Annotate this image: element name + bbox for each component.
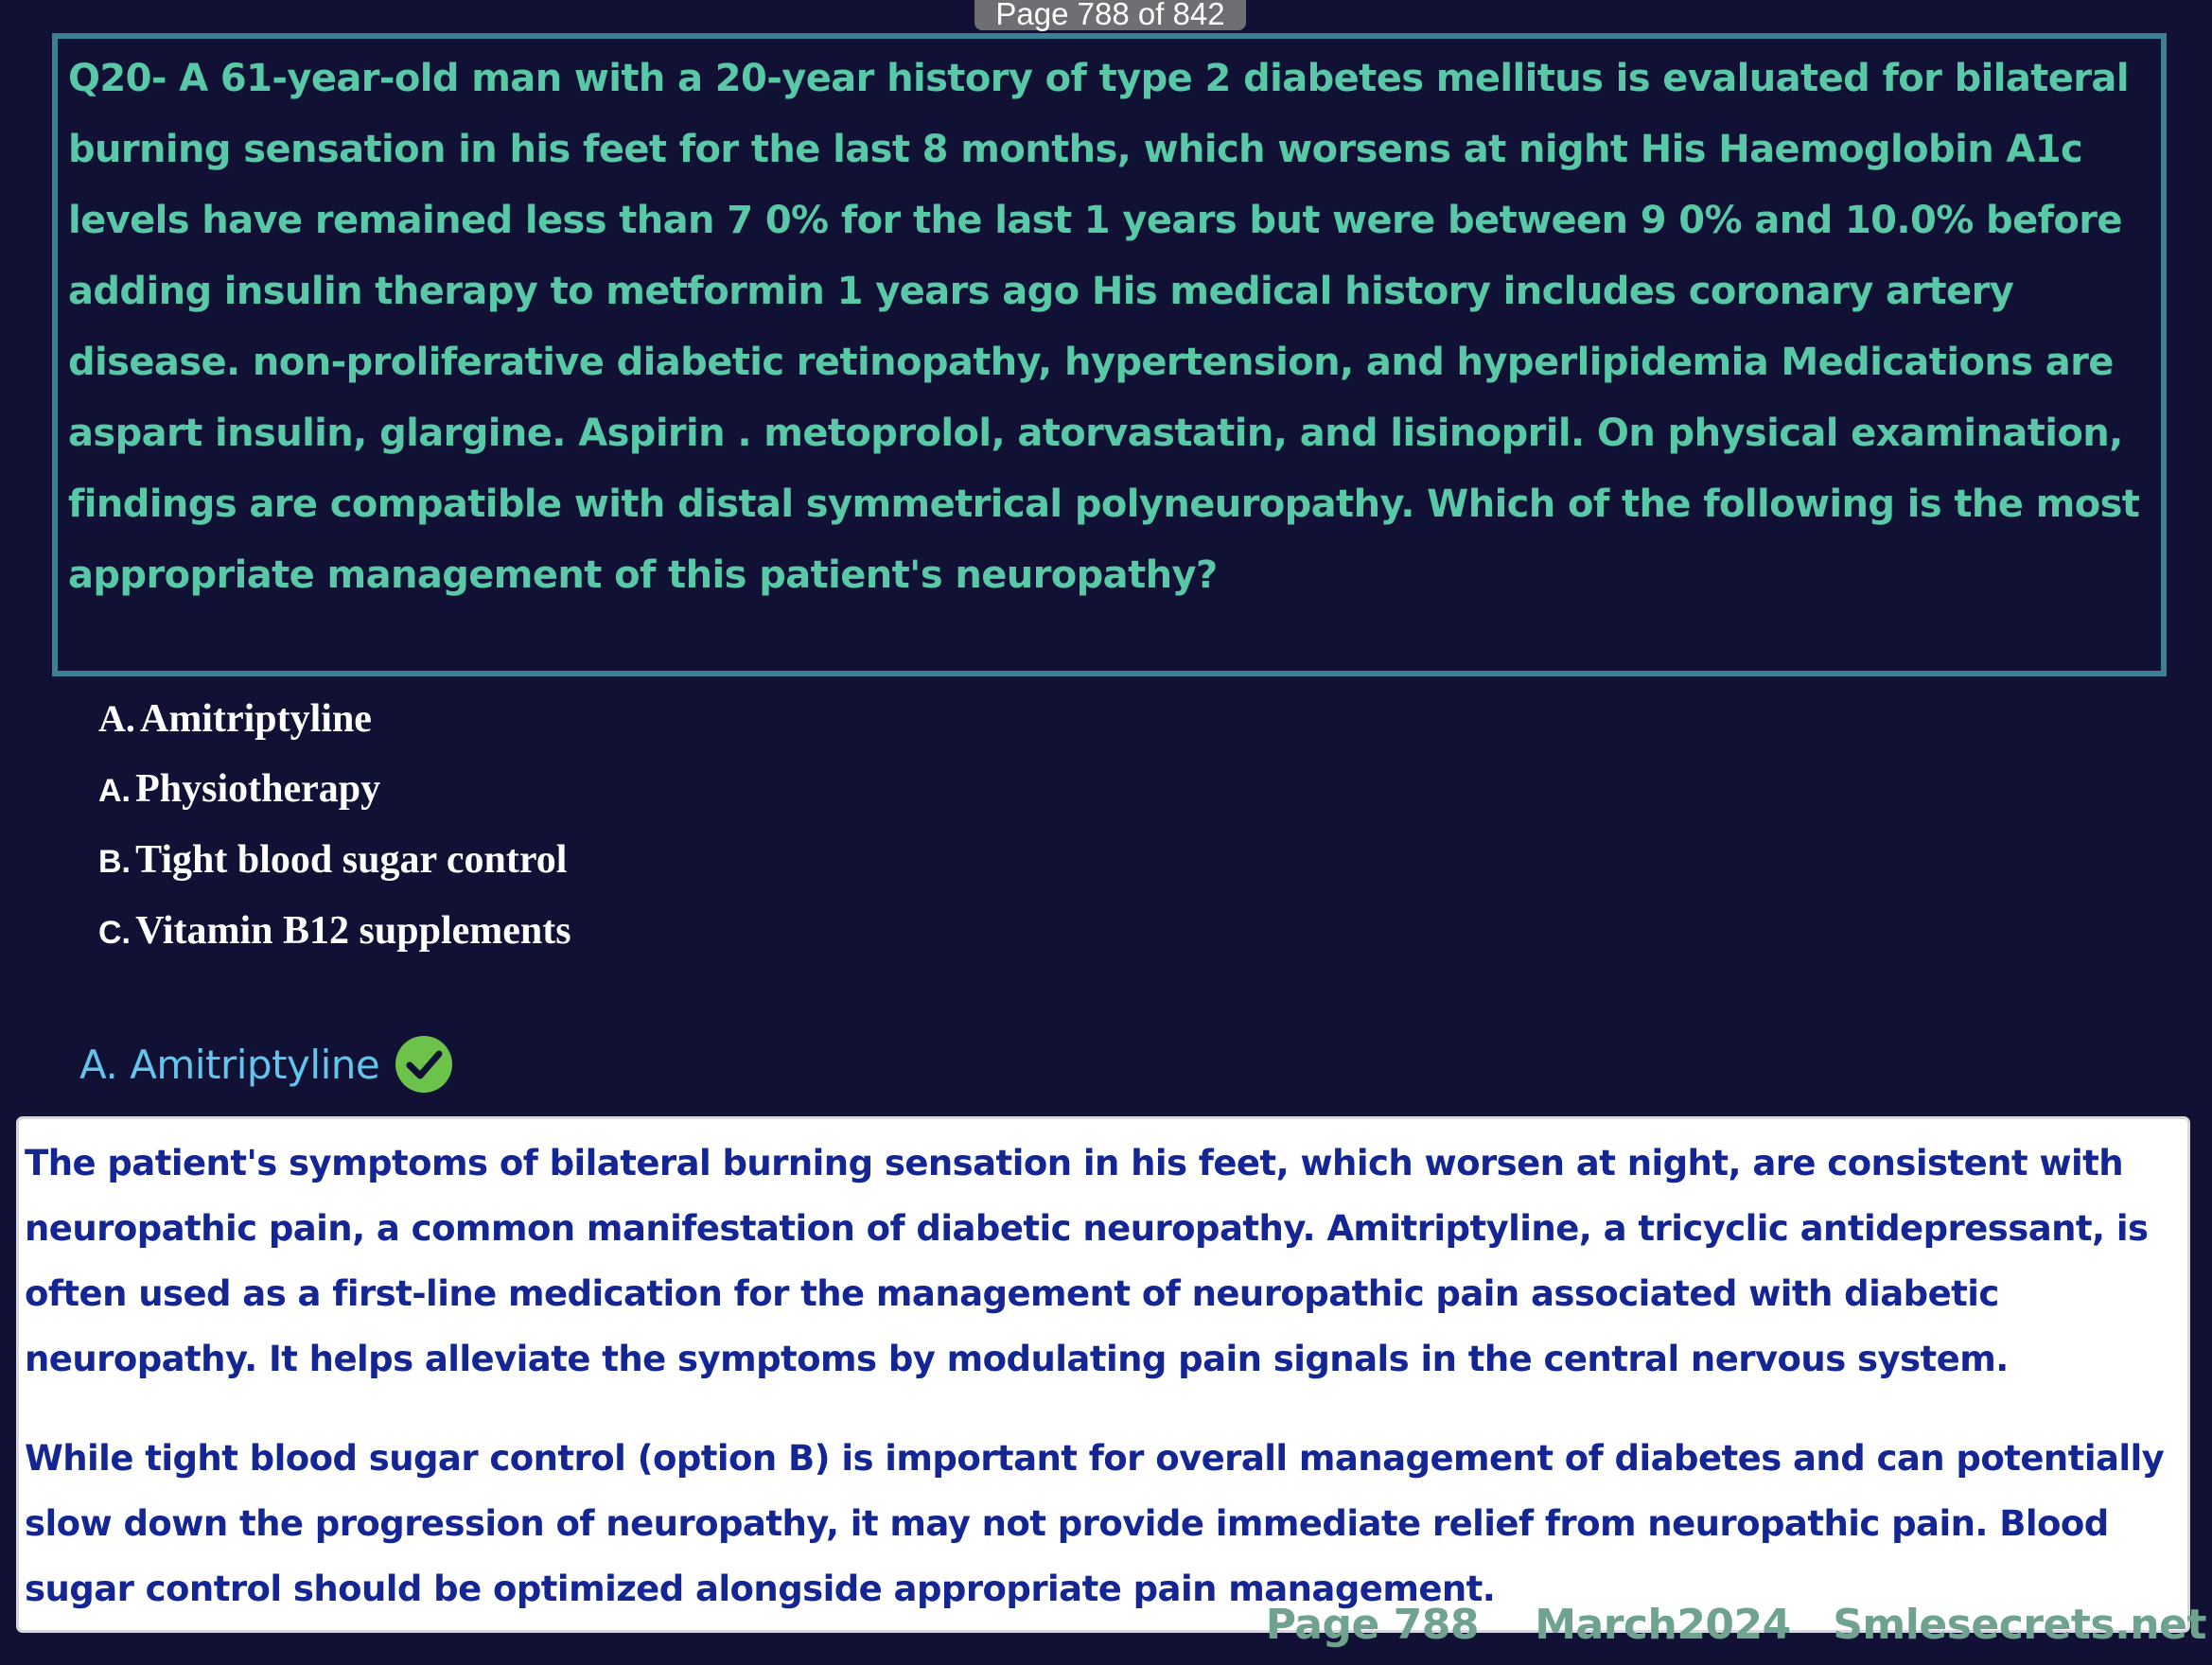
check-circle-bg — [395, 1036, 452, 1093]
option-letter: C. — [98, 915, 131, 951]
option-text: Physiotherapy — [135, 767, 381, 811]
option-text: Vitamin B12 supplements — [135, 909, 571, 953]
option-item — [98, 825, 571, 896]
option-item — [98, 754, 571, 825]
explanation-paragraph: While tight blood sugar control (option B) is important for overall management of diabetes and can potentially slow down the progression of neuropathy, it may not provide immediate relief from neuropathic pain. Blood sugar control should be optimized alongside appropriate pain management. — [25, 1438, 2165, 1609]
correct-answer-label: A. Amitriptyline — [79, 1041, 380, 1088]
question-text: Q20- A 61-year-old man with a 20-year history of type 2 diabetes mellitus is evaluated for bilateral burning sensation in his feet for the last 8 months, which worsens at night His Haemoglobin A1c levels have remained less than 7 0% for the last 1 years but were between 9 0% and 10.0% before adding insulin therapy to metformin 1 years ago His medical history includes coronary artery disease. non-proliferative diabetic retinopathy, hypertension, and hyperlipidemia Medications are aspart insulin, glargine. Aspirin . metoprolol, atorvastatin, and lisinopril. On physical examination, findings are compatible with distal symmetrical polyneuropathy. Which of the following is the most appropriate management of this patient's neuropathy? — [68, 57, 2140, 597]
check-circle-icon — [395, 1035, 453, 1094]
option-letter: A. — [98, 697, 135, 740]
option-letter: A. — [98, 773, 131, 809]
option-item — [98, 896, 571, 967]
page-indicator: Page 788 of 842 — [974, 0, 1246, 30]
correct-answer — [79, 1031, 453, 1097]
answer-options — [98, 683, 571, 967]
option-text: Amitriptyline — [139, 697, 372, 741]
page-footer: Page 788 March2024 Smlesecrets.net — [1265, 1601, 2206, 1649]
explanation-box — [19, 1119, 2187, 1630]
option-letter: B. — [98, 844, 131, 880]
explanation-paragraph: The patient's symptoms of bilateral burning sensation in his feet, which worsen at night, are consistent with neuropathic pain, a common manifestation of diabetic neuropathy. Amitriptyline, a tricyclic antidepressant, is often used as a first-line medication for the management of neuropathic pain associated with diabetic neuropathy. It helps alleviate the symptoms by modulating pain signals in the central nervous system. — [25, 1143, 2149, 1379]
option-text: Tight blood sugar control — [135, 838, 568, 882]
option-item — [98, 683, 571, 754]
